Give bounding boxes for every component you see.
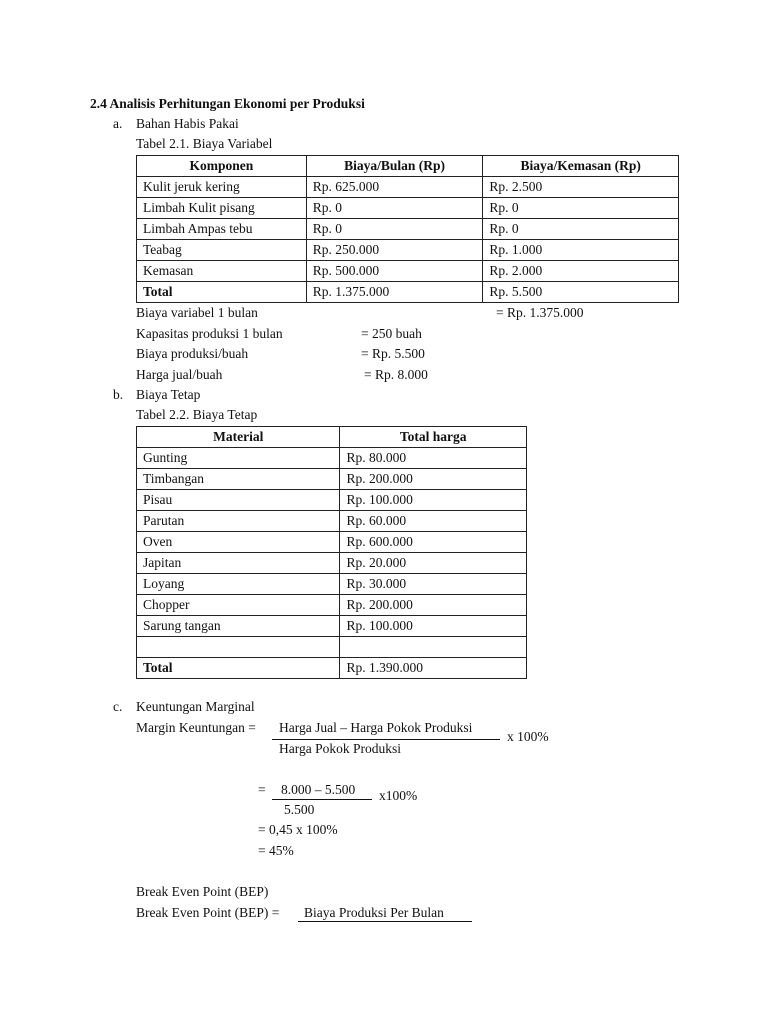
table-cell: Rp. 200.000: [340, 469, 527, 490]
table-row-empty: [137, 637, 527, 658]
bep-numerator: Biaya Produksi Per Bulan: [304, 905, 444, 920]
summary-value: = 250 buah: [361, 326, 422, 341]
table-cell: Rp. 0: [306, 219, 483, 240]
step-multiplier: x100%: [379, 788, 418, 803]
table-cell: Teabag: [137, 240, 307, 261]
column-header: Biaya/Bulan (Rp): [306, 156, 483, 177]
table-cell: Rp. 100.000: [340, 616, 527, 637]
table-row: [137, 469, 527, 490]
table-cell: Rp. 80.000: [340, 448, 527, 469]
summary-label: Kapasitas produksi 1 bulan: [136, 326, 283, 341]
table-row: [137, 532, 527, 553]
summary-value: = Rp. 5.500: [361, 346, 425, 361]
summary-value: = Rp. 8.000: [364, 367, 428, 382]
table-cell: Oven: [137, 532, 340, 553]
table-cell: Rp. 600.000: [340, 532, 527, 553]
fraction-bar: [272, 799, 372, 800]
table-row: [137, 261, 679, 282]
table-row: [137, 511, 527, 532]
part-a-title: Bahan Habis Pakai: [136, 116, 239, 131]
table-cell: Gunting: [137, 448, 340, 469]
table-row: [137, 574, 527, 595]
table-cell: Kulit jeruk kering: [137, 177, 307, 198]
table-row: [137, 448, 527, 469]
table-cell: Total: [137, 282, 307, 303]
summary-value: = Rp. 1.375.000: [496, 305, 584, 320]
table-row: [137, 240, 679, 261]
margin-label: Margin Keuntungan =: [136, 720, 256, 735]
table-cell: Limbah Ampas tebu: [137, 219, 307, 240]
table-cell: Rp. 5.500: [483, 282, 679, 303]
step-numerator: 8.000 – 5.500: [281, 782, 356, 797]
table-cell: Rp. 2.000: [483, 261, 679, 282]
bep-label: Break Even Point (BEP) =: [136, 905, 280, 920]
table-cell: Chopper: [137, 595, 340, 616]
table-cell: [137, 637, 340, 658]
table-caption-fixed: Tabel 2.2. Biaya Tetap: [136, 407, 258, 422]
table-cell: Rp. 500.000: [306, 261, 483, 282]
table-cell: Rp. 0: [483, 198, 679, 219]
formula-multiplier: x 100%: [507, 729, 549, 744]
table-cell: Rp. 0: [306, 198, 483, 219]
table-cell: Rp. 60.000: [340, 511, 527, 532]
column-header: Material: [137, 427, 340, 448]
table-cell: Rp. 200.000: [340, 595, 527, 616]
table-row: [137, 490, 527, 511]
table-cell: [340, 637, 527, 658]
equals-sign: =: [258, 782, 266, 797]
summary-label: Biaya produksi/buah: [136, 346, 249, 361]
table-total-row: [137, 282, 679, 303]
table-header-row: [137, 156, 679, 177]
column-header: Total harga: [340, 427, 527, 448]
list-marker-b: b.: [113, 387, 124, 402]
list-marker-c: c.: [113, 699, 123, 714]
column-header: Komponen: [137, 156, 307, 177]
summary-label: Harga jual/buah: [136, 367, 223, 382]
table-cell: Rp. 1.375.000: [306, 282, 483, 303]
table-cell: Rp. 30.000: [340, 574, 527, 595]
column-header: Biaya/Kemasan (Rp): [483, 156, 679, 177]
table-cell: Rp. 2.500: [483, 177, 679, 198]
part-b-title: Biaya Tetap: [136, 387, 201, 402]
table-row: [137, 616, 527, 637]
table-row: [137, 198, 679, 219]
table-cell: Parutan: [137, 511, 340, 532]
table-cell: Kemasan: [137, 261, 307, 282]
table-cell: Timbangan: [137, 469, 340, 490]
fixed-cost-table: [136, 426, 527, 679]
formula-numerator: Harga Jual – Harga Pokok Produksi: [279, 720, 473, 735]
table-cell: Rp. 625.000: [306, 177, 483, 198]
table-cell: Rp. 250.000: [306, 240, 483, 261]
bep-title: Break Even Point (BEP): [136, 884, 269, 899]
step-result: = 0,45 x 100%: [258, 822, 338, 837]
fraction-bar: [298, 921, 472, 922]
table-cell: Rp. 20.000: [340, 553, 527, 574]
table-cell: Loyang: [137, 574, 340, 595]
table-cell: Sarung tangan: [137, 616, 340, 637]
variable-cost-table: [136, 155, 679, 303]
step-final: = 45%: [258, 843, 294, 858]
table-row: [137, 219, 679, 240]
section-heading: 2.4 Analisis Perhitungan Ekonomi per Produksi: [90, 96, 365, 111]
table-cell: Rp. 100.000: [340, 490, 527, 511]
table-cell: Total: [137, 658, 340, 679]
formula-denominator: Harga Pokok Produksi: [279, 741, 402, 756]
table-cell: Rp. 1.390.000: [340, 658, 527, 679]
table-header-row: [137, 427, 527, 448]
table-cell: Rp. 0: [483, 219, 679, 240]
step-denominator: 5.500: [284, 802, 315, 817]
table-row: [137, 553, 527, 574]
table-row: [137, 177, 679, 198]
table-cell: Limbah Kulit pisang: [137, 198, 307, 219]
summary-label: Biaya variabel 1 bulan: [136, 305, 258, 320]
table-cell: Japitan: [137, 553, 340, 574]
table-caption-variable: Tabel 2.1. Biaya Variabel: [136, 136, 273, 151]
list-marker-a: a.: [113, 116, 123, 131]
table-row: [137, 595, 527, 616]
table-total-row: [137, 658, 527, 679]
part-c-title: Keuntungan Marginal: [136, 699, 255, 714]
table-cell: Pisau: [137, 490, 340, 511]
table-cell: Rp. 1.000: [483, 240, 679, 261]
fraction-bar: [272, 739, 500, 740]
